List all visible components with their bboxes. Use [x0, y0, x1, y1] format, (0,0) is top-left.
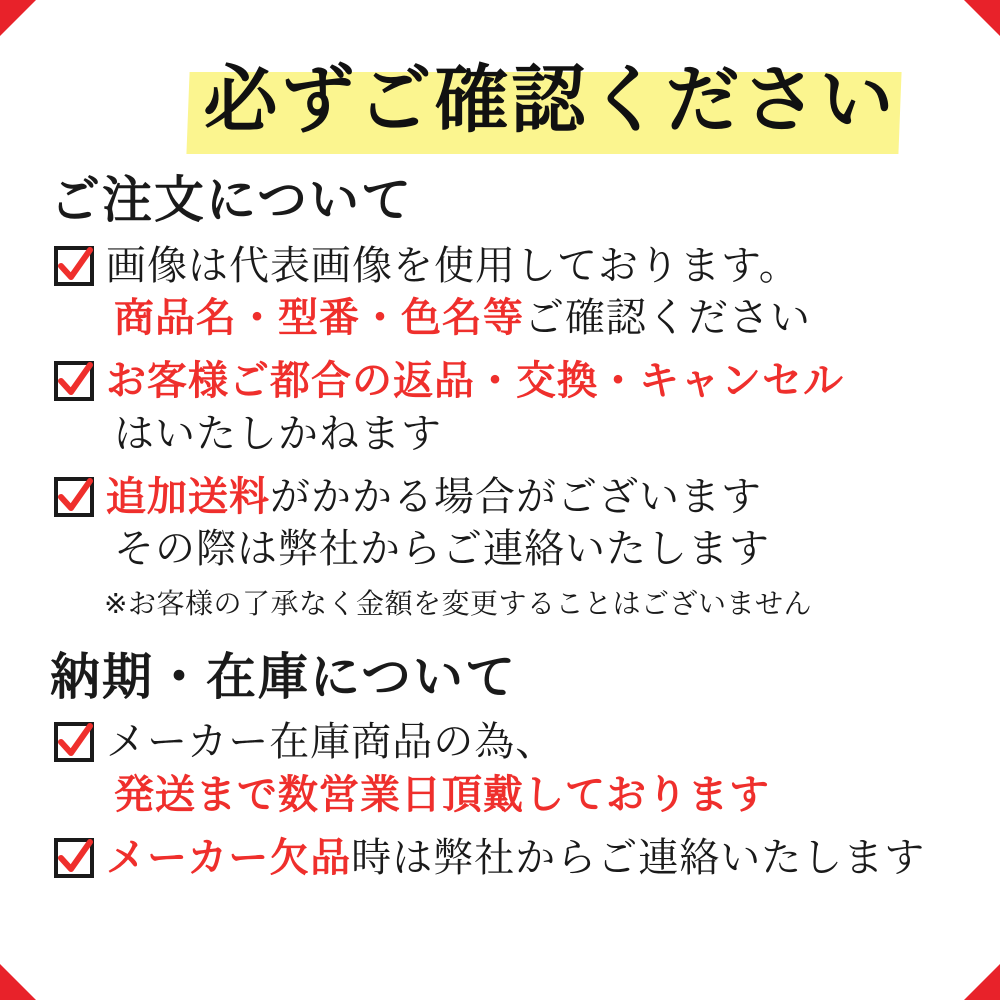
emphasis-text: 商品名・型番・色名等	[114, 295, 524, 342]
checkbox-checked-icon	[54, 361, 94, 401]
corner-decoration-bottom-right	[964, 964, 1000, 1000]
page-title-block	[40, 42, 960, 154]
list-item-text	[106, 716, 960, 822]
emphasis-text: お客様ご都合の返品・交換・キャンセル	[106, 358, 844, 405]
list-item-line-tail: がかかる場合がございます	[270, 473, 762, 520]
checkbox-checked-icon	[54, 838, 94, 878]
list-item-line: メーカー在庫商品の為、	[106, 719, 557, 766]
list-item-text	[106, 471, 960, 577]
list-item-line	[106, 832, 960, 885]
list-item-line: はいたしかねます	[114, 410, 442, 457]
list-item	[54, 471, 960, 577]
list-item-line	[106, 769, 960, 822]
list-item-text	[106, 355, 960, 461]
checkbox-checked-icon	[54, 722, 94, 762]
emphasis-text: 追加送料	[106, 473, 270, 520]
list-item-line	[106, 355, 960, 408]
checkbox-checked-icon	[54, 477, 94, 517]
emphasis-text: メーカー欠品	[106, 834, 352, 881]
list-item-text	[106, 832, 960, 885]
page-title: 必ずご確認ください	[203, 57, 897, 143]
emphasis-text: 発送まで数営業日頂戴しております	[114, 771, 770, 818]
list-item-text	[106, 240, 960, 346]
section-heading-delivery: 納期・在庫について	[50, 647, 517, 706]
checkbox-checked-icon	[54, 246, 94, 286]
list-item-line-tail: ご確認ください	[524, 295, 811, 342]
list-item-line	[106, 292, 960, 345]
corner-decoration-top-left	[0, 0, 36, 36]
list-item-line: 画像は代表画像を使用しております。	[106, 242, 800, 289]
list-item-line-tail: 時は弊社からご連絡いたします	[351, 834, 926, 881]
section-heading-orders: ご注文について	[50, 171, 413, 229]
list-item-note: ※お客様の了承なく金額を変更することはございません	[104, 587, 812, 621]
list-item	[54, 355, 960, 461]
corner-decoration-top-right	[964, 0, 1000, 36]
list-item	[54, 716, 960, 822]
list-item	[54, 240, 960, 346]
corner-decoration-bottom-left	[0, 964, 36, 1000]
list-item-line	[106, 471, 960, 524]
list-item	[54, 832, 960, 885]
list-item-line: その際は弊社からご連絡いたします	[114, 526, 770, 573]
